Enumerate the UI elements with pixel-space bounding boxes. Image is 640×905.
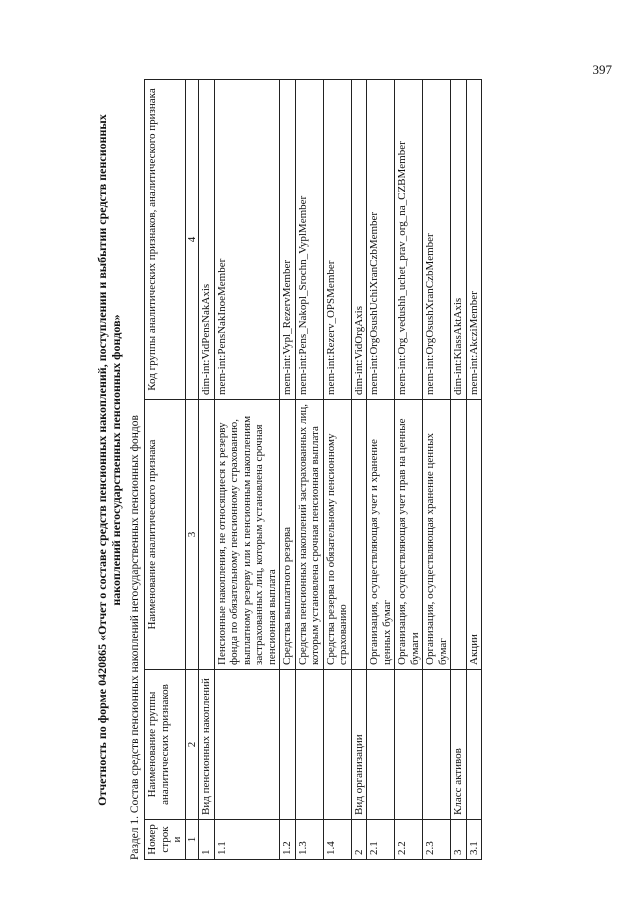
rotated-content <box>95 60 615 860</box>
group-name-cell <box>395 670 423 820</box>
document-heading <box>95 60 123 860</box>
row-number-cell: 2.1 <box>367 820 395 860</box>
header-feature-name: Наименование аналитического признака <box>145 400 186 670</box>
index-cell: 4 <box>185 80 199 400</box>
table-row <box>367 80 395 860</box>
group-name-cell <box>423 670 451 820</box>
code-cell: mem-int:Vypl_RezervMember <box>280 80 296 400</box>
header-code: Код группы аналитических признаков, аналитического признака <box>145 80 186 400</box>
code-cell: mem-int:OrgOsushUchiXranCzbMember <box>367 80 395 400</box>
table-row <box>466 80 482 860</box>
group-name-cell <box>295 670 323 820</box>
page-number: 397 <box>592 62 612 77</box>
code-cell: mem-int:OrgOsushXranCzbMember <box>423 80 451 400</box>
feature-name-cell <box>351 400 367 670</box>
analytic-features-table <box>144 79 482 860</box>
row-number-cell: 1.4 <box>323 820 351 860</box>
code-cell: mem-int:Rezerv_OPSMember <box>323 80 351 400</box>
code-cell: dim-int:VidPensNakAxis <box>199 80 215 400</box>
heading-line-1: Отчетность по форме 0420865 «Отчет о составе средств пенсионных накоплений, поступлении и выбытии средств пенсионных <box>95 114 109 806</box>
feature-name-cell: Организация, осуществляющая учет и хранение ценных бумаг <box>367 400 395 670</box>
code-cell: mem-int:Pens_Nakopl_Srochn_VyplMember <box>295 80 323 400</box>
feature-name-cell: Пенсионные накопления, не относящиеся к резерву фонда по обязательному пенсионному страхованию, выплатному резерву или к пенсионным накоплениям застрахованных лиц, которым установлена срочная пенсионная выплата <box>214 400 280 670</box>
table-header-row <box>145 80 186 860</box>
row-number-cell: 1.2 <box>280 820 296 860</box>
heading-line-2: накоплений негосударственных пенсионных фондов» <box>109 314 123 606</box>
group-name-cell: Вид пенсионных накоплений <box>199 670 215 820</box>
table-body <box>199 80 482 860</box>
table-row <box>351 80 367 860</box>
header-row-number: Номер строки <box>145 820 186 860</box>
code-cell: dim-int:KlassAktAxis <box>451 80 467 400</box>
row-number-cell: 1.3 <box>295 820 323 860</box>
table-row <box>214 80 280 860</box>
index-cell: 3 <box>185 400 199 670</box>
code-cell: mem-int:AkcziMember <box>466 80 482 400</box>
row-number-cell: 2.2 <box>395 820 423 860</box>
group-name-cell <box>367 670 395 820</box>
table-row <box>395 80 423 860</box>
row-number-cell: 3 <box>451 820 467 860</box>
row-number-cell: 1 <box>199 820 215 860</box>
feature-name-cell: Организация, осуществляющая учет прав на ценные бумаги <box>395 400 423 670</box>
table-row <box>323 80 351 860</box>
group-name-cell <box>466 670 482 820</box>
group-name-cell <box>214 670 280 820</box>
feature-name-cell: Средства выплатного резерва <box>280 400 296 670</box>
feature-name-cell: Средства пенсионных накоплений застрахованных лиц, которым установлена срочная пенсионная выплата <box>295 400 323 670</box>
table-index-row <box>185 80 199 860</box>
feature-name-cell <box>199 400 215 670</box>
feature-name-cell: Организация, осуществляющая хранение ценных бумаг <box>423 400 451 670</box>
group-name-cell <box>323 670 351 820</box>
index-cell: 1 <box>185 820 199 860</box>
table-row <box>295 80 323 860</box>
code-cell: mem-int:Org_vedushh_uchet_prav_org_na_CZBMember <box>395 80 423 400</box>
table-row <box>423 80 451 860</box>
feature-name-cell <box>451 400 467 670</box>
code-cell: dim-int:VidOrgAxis <box>351 80 367 400</box>
index-cell: 2 <box>185 670 199 820</box>
section-title: Раздел 1. Состав средств пенсионных накоплений негосударственных пенсионных фондов <box>129 415 141 860</box>
row-number-cell: 3.1 <box>466 820 482 860</box>
row-number-cell: 1.1 <box>214 820 280 860</box>
group-name-cell: Вид организации <box>351 670 367 820</box>
table-row <box>280 80 296 860</box>
table-row <box>199 80 215 860</box>
feature-name-cell: Акции <box>466 400 482 670</box>
row-number-cell: 2.3 <box>423 820 451 860</box>
feature-name-cell: Средства резерва по обязательному пенсионному страхованию <box>323 400 351 670</box>
header-group-name: Наименование группы аналитических признаков <box>145 670 186 820</box>
code-cell: mem-int:PensNakInoeMember <box>214 80 280 400</box>
group-name-cell: Класс активов <box>451 670 467 820</box>
group-name-cell <box>280 670 296 820</box>
row-number-cell: 2 <box>351 820 367 860</box>
table-row <box>451 80 467 860</box>
